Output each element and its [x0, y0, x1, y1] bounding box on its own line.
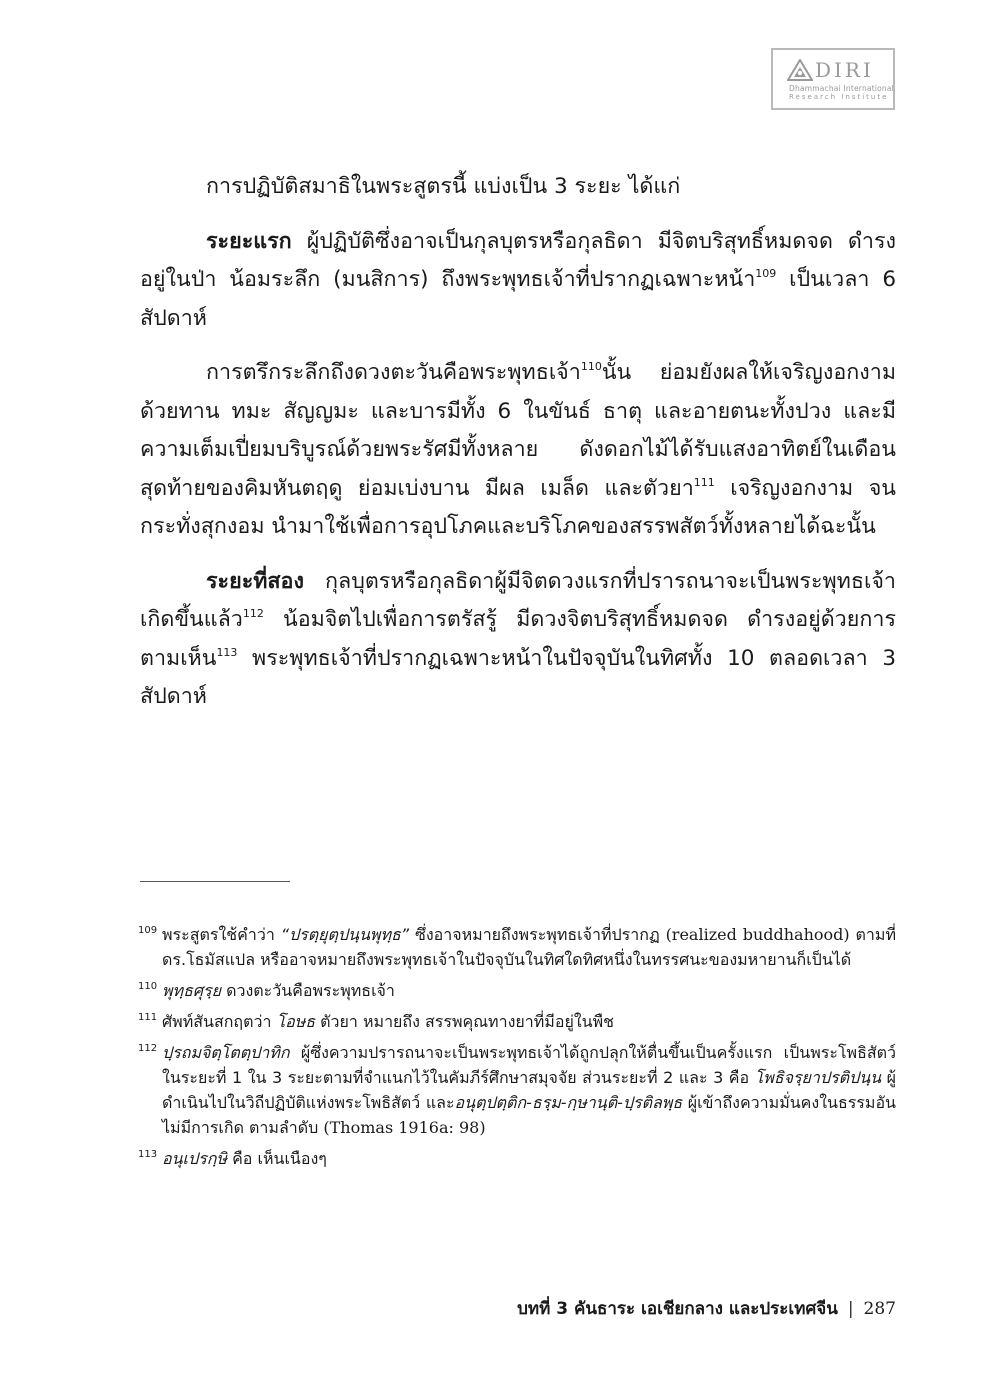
footnote-text: คือ เห็นเนืองๆ — [227, 1149, 327, 1168]
footnotes — [138, 922, 896, 1177]
footnote-text: ซึ่งอาจหมายถึงพระพุทธเจ้าที่ปรากฏ — [409, 925, 666, 944]
footnote-text: พระสูตรใช้คำว่า — [162, 925, 281, 944]
footnote-term: อนุตฺปตฺติก-ธรฺม-กฺษานฺติ-ปฺรติลพฺธ — [454, 1093, 683, 1112]
footnote-term: โพธิจรฺยาปรติปนฺน — [754, 1068, 882, 1087]
footnote-113 — [138, 1146, 896, 1171]
footnote-ref-109[interactable]: 109 — [755, 267, 777, 280]
footnote-ref-110[interactable]: 110 — [580, 360, 602, 373]
footnote-text: ดวงตะวันคือพระพุทธเจ้า — [220, 981, 395, 1000]
footnote-109 — [138, 922, 896, 972]
sun-paragraph — [140, 354, 896, 547]
footnote-110 — [138, 978, 896, 1003]
footnote-111 — [138, 1009, 896, 1034]
sun-text-b: นั้น ย่อมยังผลให้เจริญงอกงามด้วยทาน ทมะ สัญญมะ และบารมีทั้ง 6 ในขันธ์ ธาตุ และอายตนะทั้งปวง และมีความเต็มเปี่ยมบริบูรณ์ด้วยพระรัศมีทั้งหลาย ดังดอกไม้ได้รับแสงอาทิตย์ในเดือนสุดท้ายของคิมหันตฤดู ย่อมเบ่งบาน มีผล เมล็ด และตัวยา — [140, 360, 896, 501]
stage2-text-b: น้อมจิตไปเพื่อการตรัสรู้ มีดวงจิตบริสุทธิ์หมดจด ดำรงอยู่ด้วยการตามเห็น — [140, 607, 896, 671]
stage1-paragraph — [140, 223, 896, 339]
footnote-text: ตัวยา หมายถึง สรรพคุณทางยาที่มีอยู่ในพืช — [315, 1012, 614, 1031]
footnote-text: ผู้ซึ่งความปรารถนาจะเป็นพระพุทธเจ้าได้ถูกปลุกให้ตื่นขึ้นเป็นครั้งแรก เป็นพระโพธิสัตว์ในระยะที่ 1 ใน 3 ระยะตามที่จำแนกไว้ในคัมภีร์ศึกษาสมุจจัย ส่วนระยะที่ 2 และ 3 คือ — [162, 1043, 896, 1087]
stage2-text-c: พระพุทธเจ้าที่ปรากฏเฉพาะหน้าในปัจจุบันในทิศทั้ง 10 ตลอดเวลา 3 สัปดาห์ — [140, 645, 896, 709]
logo-subtitle-2: Research Institute — [789, 93, 889, 101]
footnote-number: 109 — [138, 925, 158, 936]
page-footer — [517, 1295, 896, 1322]
stage1-text-end: เป็นเวลา 6 สัปดาห์ — [140, 267, 897, 331]
sun-text-c: เจริญงอกงาม จนกระทั่งสุกงอม นำมาใช้เพื่อการอุปโภคและบริโภคของสรรพสัตว์ทั้งหลายได้ฉะนั้น — [140, 475, 896, 539]
diri-logo — [771, 48, 895, 110]
logo-name: DIRI — [815, 58, 874, 82]
footnote-divider — [140, 881, 290, 882]
stage2-paragraph — [140, 563, 896, 717]
dhammachai-triangle-icon — [787, 59, 813, 81]
footnote-112 — [138, 1040, 896, 1140]
footnote-number: 110 — [138, 981, 158, 992]
footnote-number: 113 — [138, 1149, 158, 1160]
footnote-ref-111[interactable]: 111 — [693, 475, 715, 489]
footnote-term: ปฺรถมจิตฺโตตฺปาทิก — [162, 1043, 290, 1062]
main-body — [140, 168, 896, 717]
footnote-text: ผู้ดำเนินไปในวิถีปฏิบัติแห่งพระโพธิสัตว์ และ — [162, 1068, 896, 1112]
stage1-label: ระยะแรก — [206, 228, 292, 254]
footnote-text: ศัพท์สันสกฤตว่า — [162, 1012, 277, 1031]
footnote-text: ผู้เข้าถึงความมั่นคงในธรรมอันไม่มีการเกิด ตามลำดับ — [162, 1093, 896, 1137]
footnote-english: (realized buddhahood) — [665, 925, 850, 944]
stage1-text: ผู้ปฏิบัติซึ่งอาจเป็นกุลบุตรหรือกุลธิดา มีจิตบริสุทธิ์หมดจด ดำรงอยู่ในป่า น้อมระลึก (มนสิการ) ถึงพระพุทธเจ้าที่ปรากฏเฉพาะหน้า — [140, 228, 896, 292]
logo-subtitle-1: Dhammachai International — [789, 84, 894, 93]
page-number: 287 — [863, 1299, 896, 1319]
footnote-text: ตามที่ ดร.โธมัสแปล หรืออาจหมายถึงพระพุทธเจ้าในปัจจุบันในทิศใดทิศหนึ่งในทรรศนะของมหายานก็เป็นได้ — [162, 925, 897, 969]
footnote-term: พุทฺธศุรฺย — [162, 981, 221, 1000]
intro-paragraph: การปฏิบัติสมาธิในพระสูตรนี้ แบ่งเป็น 3 ระยะ ได้แก่ — [206, 174, 681, 199]
footnote-number: 112 — [138, 1043, 158, 1054]
footnote-english: (Thomas 1916a: 98) — [323, 1118, 486, 1137]
footnote-ref-113[interactable]: 113 — [216, 645, 238, 659]
stage2-label: ระยะที่สอง — [206, 568, 304, 594]
footer-separator: | — [847, 1299, 854, 1319]
footnote-term: “ปรตฺยุตฺปนฺนพุทฺธ” — [280, 925, 410, 944]
stage2-text-a: กุลบุตรหรือกุลธิดาผู้มีจิตดวงแรกที่ปรารถนาจะเป็นพระพุทธเจ้าเกิดขึ้นแล้ว — [140, 568, 896, 632]
footnote-ref-112[interactable]: 112 — [242, 607, 264, 620]
footnote-term: โอษธ — [276, 1012, 316, 1031]
footnote-term: อนุเปรกฺษิ — [162, 1149, 227, 1168]
footnote-number: 111 — [138, 1012, 158, 1023]
chapter-title: บทที่ 3 คันธาระ เอเชียกลาง และประเทศจีน — [517, 1299, 838, 1319]
sun-text-a: การตรึกระลึกถึงดวงตะวันคือพระพุทธเจ้า — [206, 360, 581, 385]
